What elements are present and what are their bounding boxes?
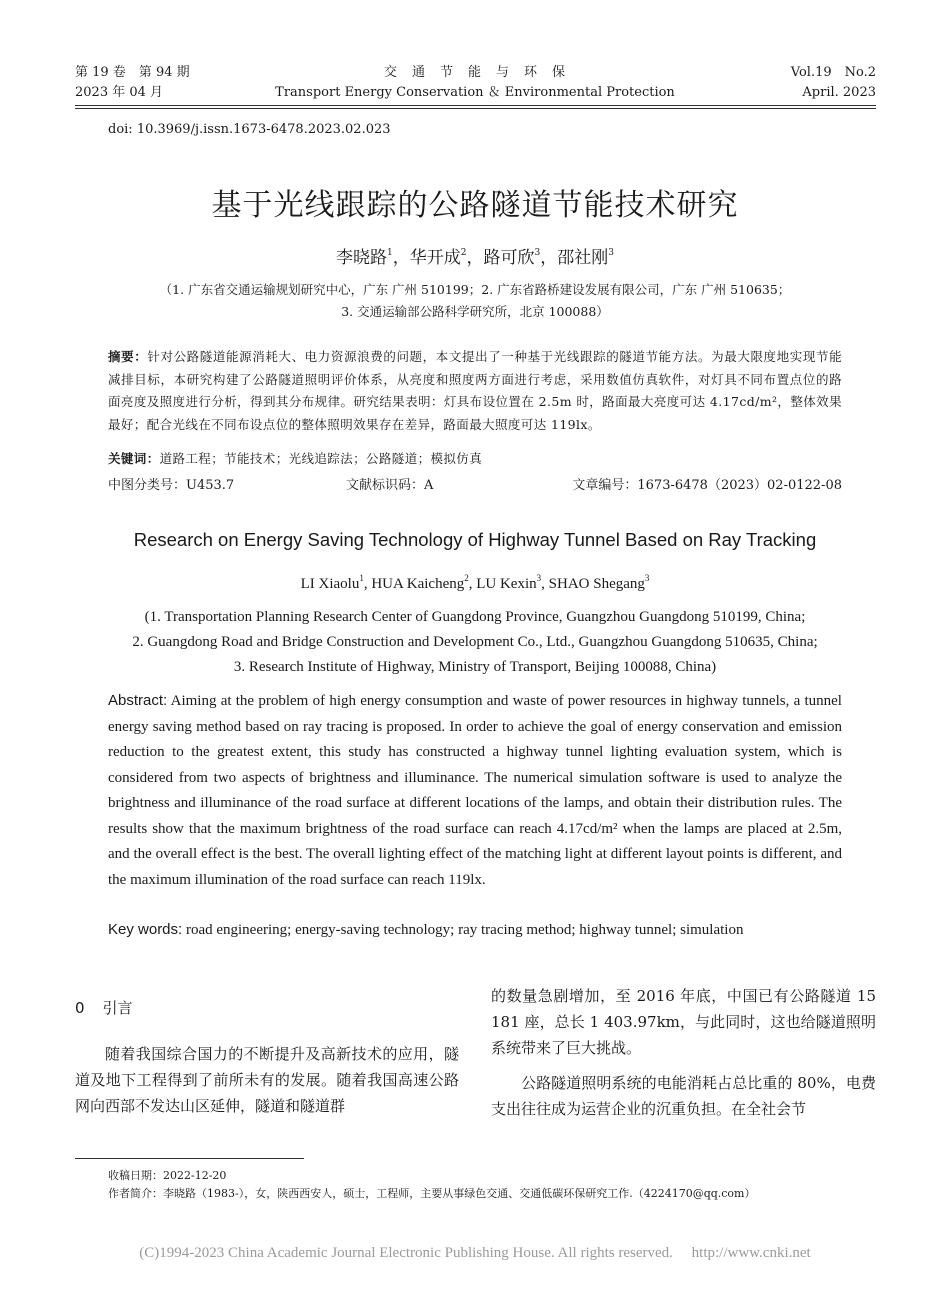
author-name: LI Xiaolu xyxy=(300,576,360,592)
keywords-label: Key words: xyxy=(108,921,183,938)
body-paragraph: 的数量急剧增加，至 2016 年底，中国已有公路隧道 15 181 座，总长 1 403.97km，与此同时，这也给隧道照明系统带来了巨大挑战。 xyxy=(491,987,876,1057)
article-number: 文章编号：1673-6478（2023）02-0122-08 xyxy=(572,478,842,493)
author-name: 李晓路 xyxy=(336,248,388,268)
header-rule xyxy=(75,105,876,106)
affiliation-mark: 3 xyxy=(536,573,542,583)
document-code: 文献标识码：A xyxy=(346,478,434,493)
affiliation-line: (1. Transportation Planning Research Center of Guangdong Province, Guangzhou Guangdong 510199, China; xyxy=(144,609,806,625)
affiliation-mark: 3 xyxy=(608,248,614,259)
abstract-label: 摘要： xyxy=(108,349,148,364)
keywords-text: road engineering; energy-saving technology; ray tracing method; highway tunnel; simulation xyxy=(185,922,744,938)
author-name: 华开成 xyxy=(409,248,461,268)
keywords-en xyxy=(108,917,842,944)
footnote-rule xyxy=(75,1158,304,1159)
author-name: LU Kexin xyxy=(476,576,537,592)
paper-title-en: Research on Energy Saving Technology of Highway Tunnel Based on Ray Tracking xyxy=(133,529,817,550)
body-paragraph: 公路隧道照明系统的电能消耗占总比重的 80%，电费支出往往成为运营企业的沉重负担。在全社会节 xyxy=(491,1074,876,1118)
affiliations-en xyxy=(0,605,950,680)
header-date-en: April. 2023 xyxy=(802,85,876,100)
paper-title-cn: 基于光线跟踪的公路隧道节能技术研究 xyxy=(211,188,739,223)
header-date: 2023 年 04 月 xyxy=(75,85,164,100)
affiliation-mark: 3 xyxy=(644,573,650,583)
journal-volume-issue xyxy=(75,63,190,103)
keywords-label: 关键词： xyxy=(108,451,160,466)
section-title: 引言 xyxy=(102,999,133,1017)
author-name: SHAO Shegang xyxy=(548,576,645,592)
affiliation-line: 3. 交通运输部公路科学研究所，北京 100088） xyxy=(341,304,609,319)
affiliation-line: 3. Research Institute of Highway, Ministry of Transport, Beijing 100088, China) xyxy=(233,659,717,675)
journal-name xyxy=(225,63,725,103)
doi[interactable]: doi: 10.3969/j.issn.1673-6478.2023.02.023 xyxy=(108,122,391,137)
abstract-en xyxy=(108,688,842,893)
abstract-label: Abstract: xyxy=(108,692,168,709)
section-number: 0 xyxy=(75,999,85,1017)
affiliation-line: （1. 广东省交通运输规划研究中心，广东 广州 510199；2. 广东省路桥建设发展有限公司，广东 广州 510635； xyxy=(159,282,791,297)
author-list-cn: 李晓路$^1$，华开成$^2$，路可欣$^3$，邵社刚$^3$ xyxy=(336,248,614,268)
author-name: HUA Kaicheng xyxy=(371,576,465,592)
abstract-text: Aiming at the problem of high energy consumption and waste of power resources in highway tunnels, a tunnel energy saving method based on ray tracing is proposed. In order to achieve the goal of energy conservation and emission reduction to the greatest extent, this study has constructed a highway tunnel lighting evaluation system, which is considered from two aspects of brightness and illuminance. The numerical simulation software is used to analyze the brightness and illuminance of the road surface at different locations of the lamps, and obtain their distribution rules. The results show that the maximum brightness of the road surface can reach 4.17cd/m² when the lamps are placed at 2.5m, and the overall effect is the best. The overall lighting effect of the matching light at different layout points is different, and the maximum illumination of the road surface can reach 119lx. xyxy=(108,693,842,888)
affiliation-mark: 1 xyxy=(359,573,364,583)
body-paragraph: 随着我国综合国力的不断提升及高新技术的应用，隧道及地下工程得到了前所未有的发展。随着我国高速公路网向西部不发达山区延伸，隧道和隧道群 xyxy=(75,1045,459,1115)
abstract-cn xyxy=(108,346,842,436)
author-name: 路可欣 xyxy=(483,248,535,268)
received-date: 收稿日期：2022-12-20 xyxy=(108,1169,227,1182)
section-heading xyxy=(75,996,133,1020)
header-volume-en: Vol.19 No.2 xyxy=(790,65,876,80)
affiliation-mark: 2 xyxy=(460,248,467,259)
affiliation-line: 2. Guangdong Road and Bridge Construction and Development Co., Ltd., Guangzhou Guangdong 510635, China; xyxy=(132,634,818,650)
abstract-text: 针对公路隧道能源消耗大、电力资源浪费的问题，本文提出了一种基于光线跟踪的隧道节能方法。为最大限度地实现节能减排目标，本研究构建了公路隧道照明评价体系，从亮度和照度两方面进行考虑，采用数值仿真软件，对灯具不同布置点位的路面亮度及照度进行分析，得到其分布规律。研究结果表明：灯具布设位置在 2.5m 时，路面最大亮度可达 4.17cd/m²，整体效果最好；配合光线在不同布设点位的整体照明效果存在差异，路面最大照度可达 119lx。 xyxy=(108,349,843,432)
affiliation-mark: 1 xyxy=(387,248,393,259)
author-list-en: LI Xiaolu$^1$, HUA Kaicheng$^2$, LU Kexin$^3$, SHAO Shegang$^3$ xyxy=(300,573,650,592)
affiliations-cn xyxy=(0,279,950,323)
journal-name-en: Transport Energy Conservation ＆ Environmental Protection xyxy=(275,85,675,100)
author-name: 邵社刚 xyxy=(557,248,609,268)
header-volume: 第 19 卷 第 94 期 xyxy=(75,65,190,80)
journal-name-cn: 交 通 节 能 与 环 保 xyxy=(383,65,566,80)
affiliation-mark: 3 xyxy=(534,248,541,259)
keywords-cn xyxy=(108,448,842,471)
header-rule-2 xyxy=(75,108,876,109)
cnki-watermark: (C)1994-2023 China Academic Journal Electronic Publishing House. All rights reserved. http://www.cnki.net xyxy=(139,1245,811,1261)
author-bio: 作者简介：李晓路（1983-），女，陕西西安人，硕士，工程师，主要从事绿色交通、交通低碳环保研究工作.（4224170@qq.com） xyxy=(108,1187,756,1200)
clc-number: 中图分类号：U453.7 xyxy=(108,478,235,493)
affiliation-mark: 2 xyxy=(464,573,469,583)
keywords-text: 道路工程；节能技术；光线追踪法；公路隧道；模拟仿真 xyxy=(159,451,483,466)
journal-volume-en xyxy=(791,63,876,103)
